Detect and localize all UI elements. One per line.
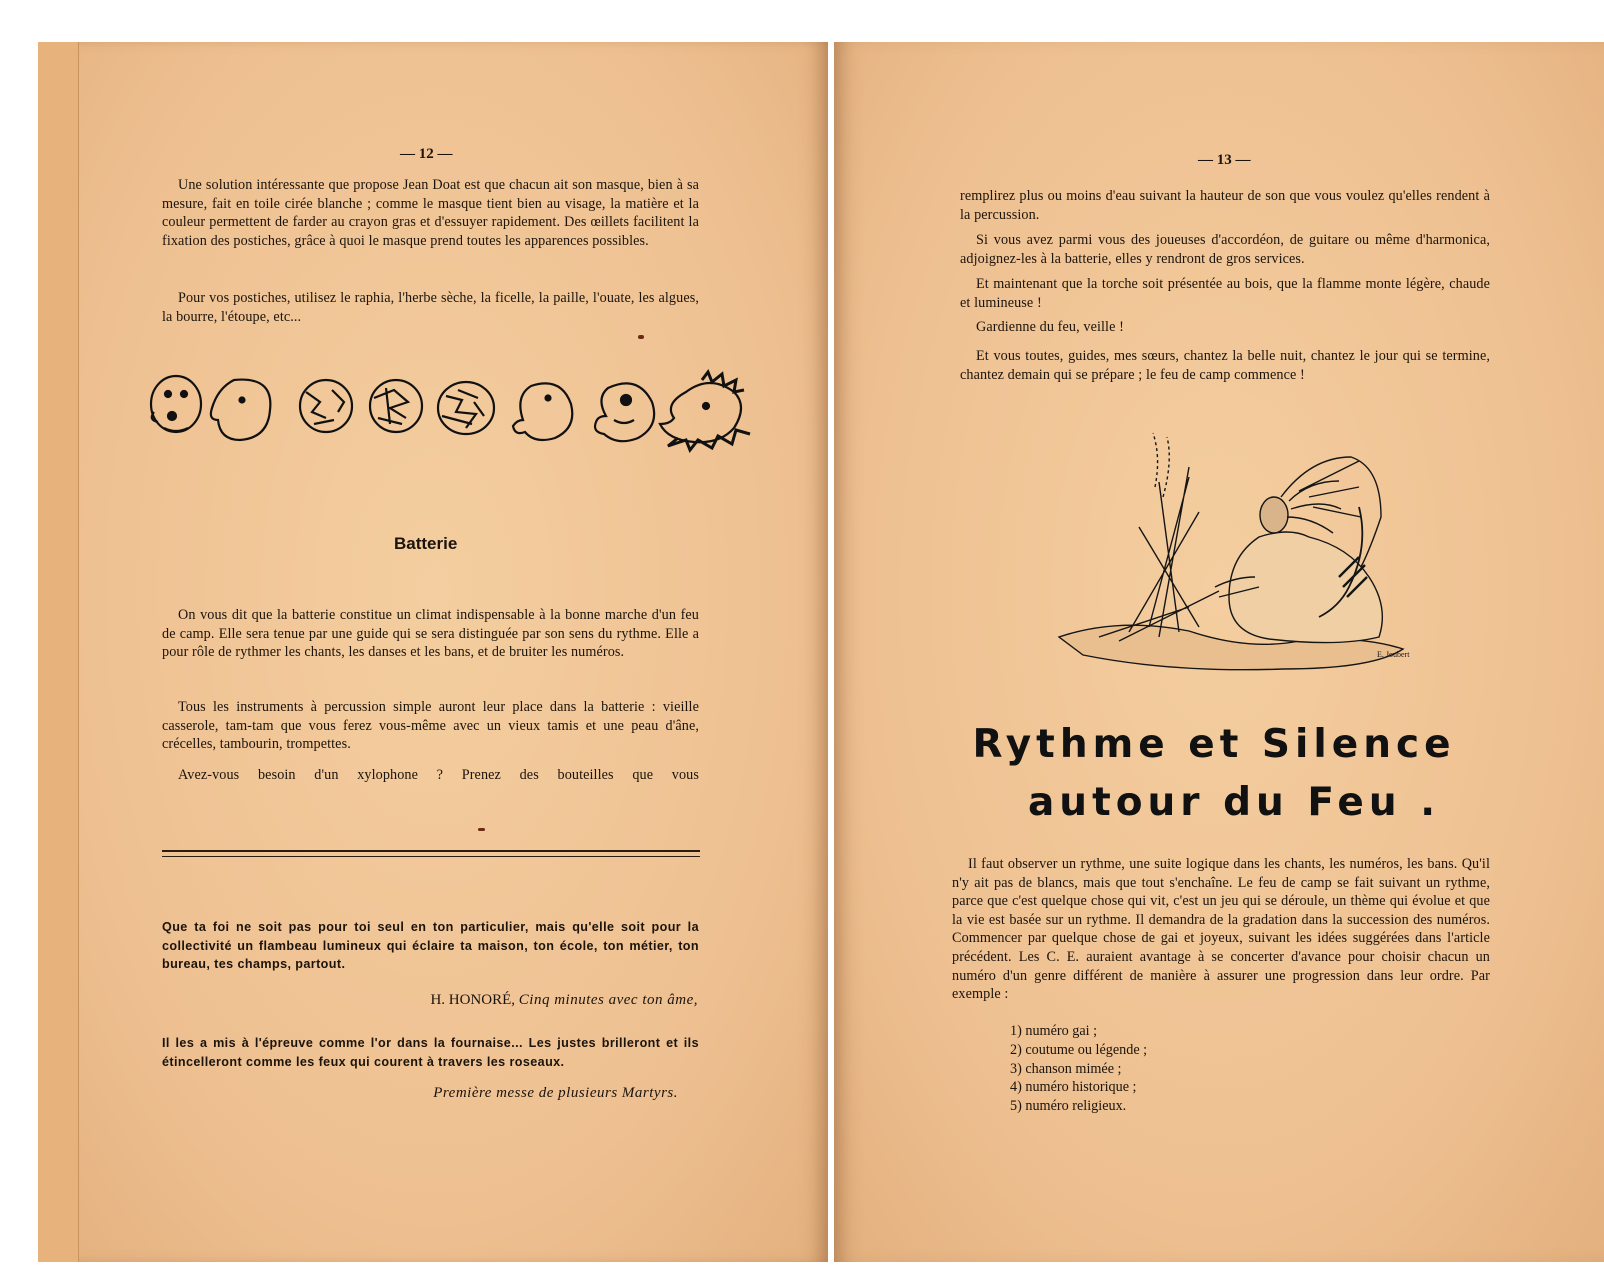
right-page <box>834 42 1604 1262</box>
ink-speck <box>478 828 485 831</box>
quote-source: Première messe de plusieurs Martyrs. <box>433 1085 678 1101</box>
list-item: 4) numéro historique ; <box>1010 1079 1137 1096</box>
article-body: Il faut observer un rythme, une suite logique dans les chants, les numéros, les bans. Qu'il n'y ait pas de blancs, mais que tout s'enchaîne. Le feu de camp se fait suivant un rythme, parce que c'est quelque chose qui vit, c'est un jeu qui se déroule, un thème qui évolue et que la vie est basée sur un rythme. Il demandra de la gradation dans la succession des numéros. Commencer par quelque chose de gai et joyeux, suivant les idées suggérées dans l'article précédent. Les C. E. auraient avantage à se concerter d'avance pour choisir chacun un numéro d'un genre différent de manière à assurer une progression dans leur ordre. Par exemple : <box>952 856 1490 1003</box>
article-title-line1: Rythme et Silence <box>972 722 1456 767</box>
paragraph: Tous les instruments à percussion simple auront leur place dans la batterie : vieille casserole, tam-tam que vous ferez vous-même avec un vieux tamis et une peau d'âne, crécelles, tambourin, trompettes. <box>162 699 699 753</box>
quote-attribution <box>298 992 698 1009</box>
quote-author: H. HONORÉ, <box>430 992 516 1008</box>
left-page <box>38 42 828 1262</box>
paragraph: remplirez plus ou moins d'eau suivant la hauteur de son que vous voulez qu'elles rendent à la percussion. <box>960 188 1490 223</box>
paragraph: On vous dit que la batterie constitue un climat indispensable à la bonne marche d'un feu de camp. Elle sera tenue par une guide qui se sera distinguée par son sens du rythme. Elle a pour rôle de rythmer les chants, les danses et les bans, et de bruiter les numéros. <box>162 607 699 661</box>
list-item: 2) coutume ou légende ; <box>1010 1041 1148 1058</box>
ink-speck <box>638 335 644 339</box>
numbered-list <box>1010 1022 1147 1116</box>
divider <box>162 850 700 852</box>
page-number: — 13 — <box>1198 152 1251 168</box>
paragraph: Et vous toutes, guides, mes sœurs, chantez la belle nuit, chantez le jour qui se termine, chantez demain qui se prépare ; le feu de camp commence ! <box>960 348 1490 383</box>
mask-icon <box>370 380 422 432</box>
campfire-illustration <box>1059 427 1410 672</box>
list-item: 1) numéro gai ; <box>1010 1023 1098 1039</box>
quote: Que ta foi ne soit pas pour toi seul en ton particulier, mais qu'elle soit pour la collectivité un flambeau lumineux qui éclaire ta maison, ton école, ton métier, ton bureau, tes champs, partout. <box>162 920 699 972</box>
quote-source: Cinq minutes avec ton âme, <box>518 992 698 1008</box>
article-title-line2: autour du Feu . <box>1027 780 1441 825</box>
illustration-signature: E. Joubert <box>1377 650 1410 659</box>
mask-icon <box>513 383 572 440</box>
quote-attribution <box>238 1085 678 1102</box>
mask-icon <box>438 382 494 434</box>
list-item: 5) numéro religieux. <box>1010 1098 1127 1115</box>
mask-icon <box>660 372 750 450</box>
paragraph: Une solution intéressante que propose Jean Doat est que chacun ait son masque, bien à sa mesure, fait en toile cirée blanche ; comme le masque tient bien au visage, la matière et la couleur permettent de farder au crayon gras et d'essuyer rapidement. Des œillets facilitent la fixation des postiches, grâce à quoi le masque prend toutes les apparences possibles. <box>162 177 699 249</box>
list-item: 3) chanson mimée ; <box>1010 1060 1122 1077</box>
paragraph: Pour vos postiches, utilisez le raphia, l'herbe sèche, la ficelle, la paille, l'ouate, les algues, la bourre, l'étoupe, etc... <box>162 290 699 325</box>
mask-icon <box>151 376 201 432</box>
paragraph: Et maintenant que la torche soit présentée au bois, que la flamme monte légère, chaude et lumineuse ! <box>960 276 1490 311</box>
paragraph: Gardienne du feu, veille ! <box>976 319 1124 335</box>
quote: Il les a mis à l'épreuve comme l'or dans la fournaise... Les justes brilleront et ils étincelleront comme les feux qui courent à travers les roseaux. <box>162 1036 699 1069</box>
mask-icon <box>595 383 654 441</box>
mask-icon <box>211 380 271 440</box>
mask-icon <box>300 380 352 432</box>
paragraph: Si vous avez parmi vous des joueuses d'accordéon, de guitare ou même d'harmonica, adjoignez-les à la batterie, elles y rendront de gros services. <box>960 232 1490 267</box>
page-number: — 12 — <box>400 146 453 162</box>
masks-illustration <box>146 372 756 452</box>
paragraph: Avez-vous besoin d'un xylophone ? Prenez des bouteilles que vous <box>178 767 699 783</box>
section-heading: Batterie <box>394 534 458 553</box>
booklet-spread <box>38 42 1600 1272</box>
divider <box>162 856 700 857</box>
